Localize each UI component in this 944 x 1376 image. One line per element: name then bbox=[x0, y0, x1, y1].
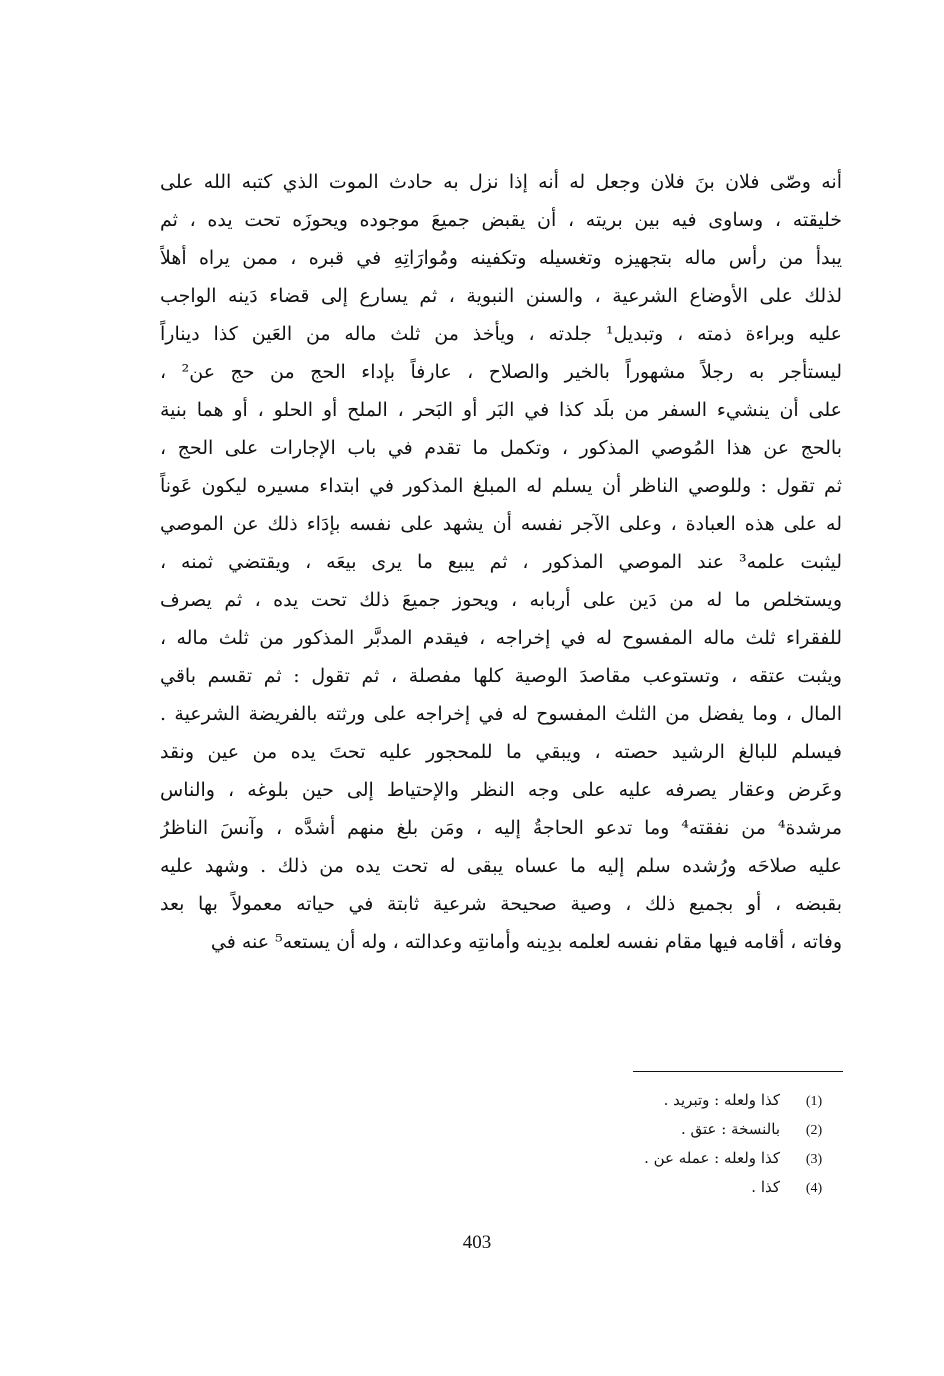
text-line: بقبضه ، أو بجميع ذلك ، وصية صحيحة شرعية ثابتة في حياته معمولاً بها بعد bbox=[160, 893, 842, 915]
text-line: له على هذه العبادة ، وعلى الآجر نفسه أن يشهد على نفسه بإدَاء ذلك عن الموصي bbox=[160, 513, 842, 535]
page-number: 403 bbox=[462, 1232, 492, 1253]
text-line: وفاته ، أقامه فيها مقام نفسه لعلمه بدِينه وأمانتِه وعدالته ، وله أن يستعه⁵ عنه في bbox=[210, 931, 842, 953]
footnote-text: كذا ولعله : وتبريد . bbox=[663, 1091, 780, 1109]
footnote-number: (2) bbox=[805, 1123, 823, 1138]
text-line: لذلك على الأوضاع الشرعية ، والسنن النبوية ، ثم يسارع إلى قضاء دَينه الواجب bbox=[160, 285, 842, 307]
footnote-item bbox=[500, 1086, 830, 1115]
text-line: ويثبت عتقه ، وتستوعب مقاصدَ الوصية كلها مفصلة ، ثم تقول : ثم تقسم باقي bbox=[160, 665, 842, 687]
text-line: للفقراء ثلث ماله المفسوح له في إخراجه ، فيقدم المدبَّر المذكور من ثلث ماله ، bbox=[160, 627, 842, 649]
footnote-number: (3) bbox=[805, 1152, 823, 1167]
text-line: عليه وبراءة ذمته ، وتبديل¹ جلدته ، ويأخذ من ثلث ماله من العَين كذا ديناراً bbox=[160, 323, 842, 345]
footnote-item bbox=[500, 1115, 830, 1144]
text-line: على أن ينشيء السفر من بلَد كذا في البَر أو البَحر ، الملح أو الحلو ، أو هما بنية bbox=[160, 399, 842, 421]
text-line: خليقته ، وساوى فيه بين بريته ، أن يقبض جميعَ موجوده ويحوزَه تحت يده ، ثم bbox=[160, 209, 842, 231]
text-line: عليه صلاحَه ورُشده سلم إليه ما عساه يبقى له تحت يده من ذلك . وشهد عليه bbox=[160, 855, 842, 877]
text-line: يبدأ من رأس ماله بتجهيزه وتغسيله وتكفينه ومُوارَاتِهِ في قبره ، ممن يراه أهلاً bbox=[160, 247, 842, 269]
text-line: ليستأجر به رجلاً مشهوراً بالخير والصلاح ، عارفاً بإداء الحج من حج عن² ، bbox=[160, 361, 842, 383]
text-line: ثم تقول : وللوصي الناظر أن يسلم له المبلغ المذكور في ابتداء مسيره ليكون عَوناً bbox=[160, 475, 842, 497]
text-line: أنه وصّى فلان بنَ فلان وجعل له أنه إذا نزل به حادث الموت الذي كتبه الله على bbox=[160, 171, 842, 193]
main-text-block bbox=[160, 163, 842, 961]
footnote-text: كذا ولعله : عمله عن . bbox=[644, 1149, 780, 1167]
footnote-item bbox=[500, 1144, 830, 1173]
footnote-divider bbox=[633, 1071, 843, 1072]
text-line: ويستخلص ما له من دَين على أربابه ، ويحوز جميعَ ذلك تحت يده ، ثم يصرف bbox=[160, 589, 842, 611]
text-line: ليثبت علمه³ عند الموصي المذكور ، ثم يبيع ما يرى بيعَه ، ويقتضي ثمنه ، bbox=[160, 551, 842, 573]
text-line: مرشدة⁴ من نفقته⁴ وما تدعو الحاجةُ إليه ، ومَن بلغ منهم أشدَّه ، وآنسَ الناظرُ bbox=[160, 817, 842, 839]
text-line: وعَرض وعقار يصرفه عليه على وجه النظر والإحتياط إلى حين بلوغه ، والناس bbox=[160, 779, 842, 801]
footnote-text: بالنسخة : عتق . bbox=[680, 1120, 780, 1138]
footnote-number: (1) bbox=[805, 1094, 823, 1109]
footnote-item bbox=[500, 1173, 830, 1202]
footnote-number: (4) bbox=[805, 1181, 823, 1196]
text-line: المال ، وما يفضل من الثلث المفسوح له في إخراجه على ورثته بالفريضة الشرعية . bbox=[160, 703, 842, 725]
text-line: فيسلم للبالغ الرشيد حصته ، ويبقي ما للمحجور عليه تحتَ يده من عين ونقد bbox=[160, 741, 842, 763]
text-line: بالحج عن هذا المُوصي المذكور ، وتكمل ما تقدم في باب الإجارات على الحج ، bbox=[160, 437, 842, 459]
footnote-text: كذا . bbox=[751, 1178, 780, 1196]
footnotes bbox=[500, 1086, 830, 1202]
